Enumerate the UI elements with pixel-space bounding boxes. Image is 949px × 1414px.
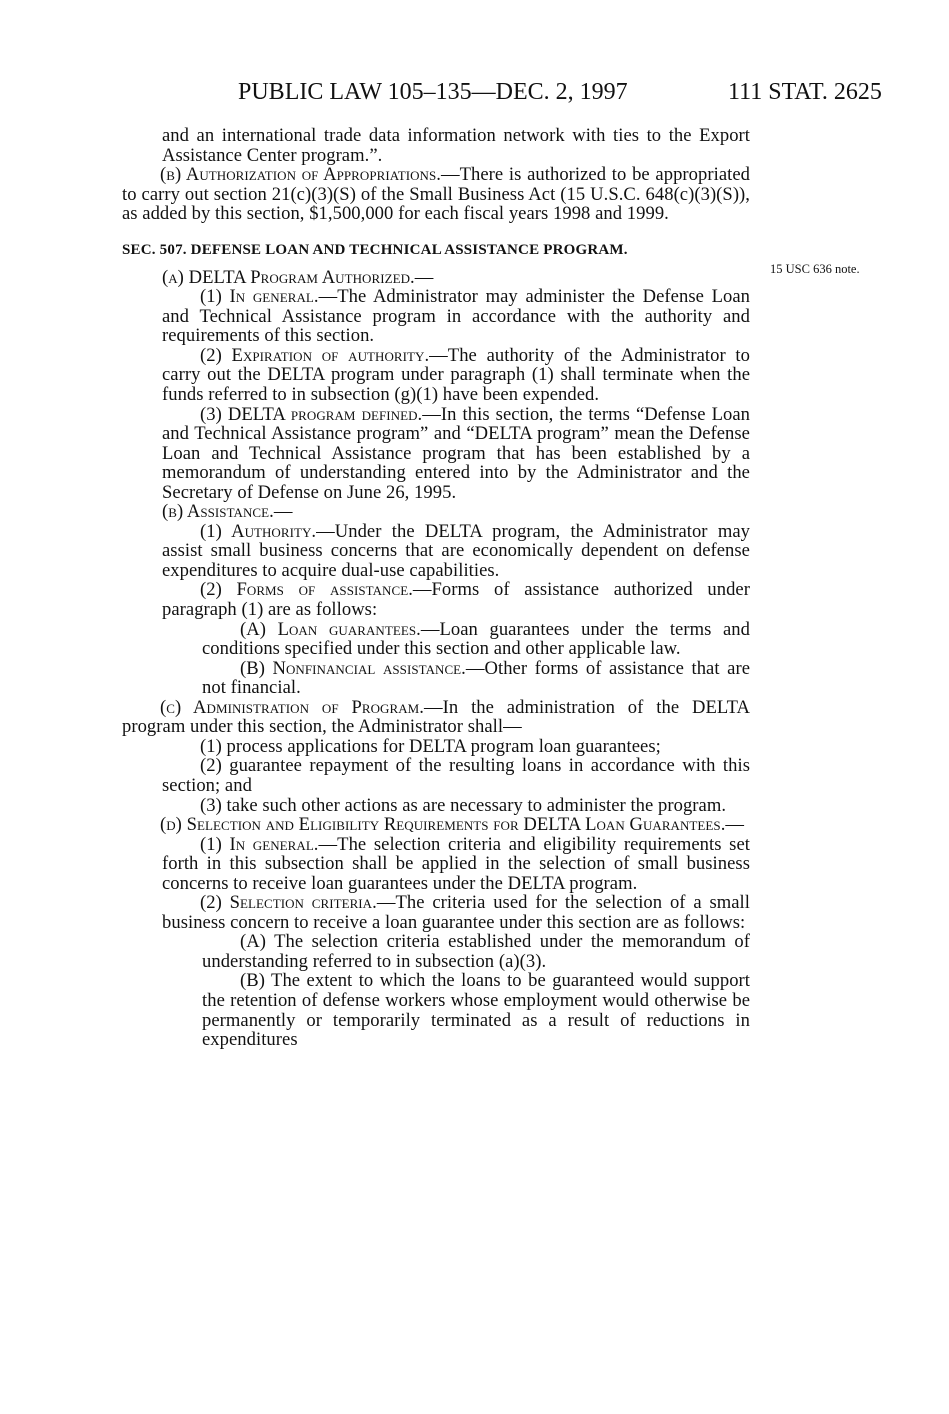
running-header-title: PUBLIC LAW 105–135—DEC. 2, 1997 [238,79,628,105]
paragraph [122,346,750,405]
paragraph: (B) The extent to which the loans to be guaranteed would support the retention of defense workers whose employment would otherwise be permanently or temporarily terminated as a result of reductions in expenditures [202,970,750,1051]
paragraph [122,815,750,835]
paragraph [122,522,750,581]
section-heading: SEC. 507. DEFENSE LOAN AND TECHNICAL ASSISTANCE PROGRAM. [122,241,628,258]
margin-note: 15 USC 636 note. [770,262,860,276]
paragraph [122,659,750,698]
subparagraph-heading: (B) Nonfinancial assistance. [240,657,466,679]
paragraph [122,580,750,619]
paragraph-text: —In this section, the terms “Defense Loan and Technical Assistance program” and “DELTA program” mean the Defense Loan and Technical Assistance program that has been established by a memorandum of understanding entered into by the Administrator and the Secretary of Defense on June 26, 1995. [162,403,750,503]
paragraph [122,165,750,224]
subparagraph-heading: (A) Loan guarantees. [240,618,421,640]
paragraph-text: —The selection criteria and eligibility requirements set forth in this subsection shall be applied in the selection of small business concerns to receive loan guarantees under the DELTA program. [162,833,750,894]
subsection-heading: (c) Administration of Program. [160,696,424,718]
paragraph [122,405,750,503]
paragraph [122,268,750,288]
paragraph-heading: (2) Selection criteria. [200,892,377,914]
paragraph-heading: (3) DELTA program defined. [200,403,423,425]
paragraph-text: — [725,814,745,836]
paragraph-heading: (1) In general. [200,286,319,308]
paragraph [122,502,750,522]
subsection-heading: (a) DELTA Program Authorized. [162,266,415,288]
paragraph-text: —Other forms of assistance that are not financial. [202,657,750,699]
page-number: 111 STAT. 2625 [728,79,882,105]
paragraph-text: —The Administrator may administer the Defense Loan and Technical Assistance program in accordance with the authority and requirements of this section. [162,286,751,347]
paragraph [122,287,750,346]
subsection-heading: (d) Selection and Eligibility Requirements for DELTA Loan Guarantees. [160,814,726,836]
paragraph: (2) guarantee repayment of the resulting loans in accordance with this section; and [162,755,750,796]
paragraph-text: —Forms of assistance authorized under paragraph (1) are as follows: [162,579,750,621]
paragraph [122,835,750,894]
document-body [122,126,750,1050]
paragraph [122,620,750,659]
paragraph-text: —Loan guarantees under the terms and conditions specified under this section and other applicable law. [202,618,750,660]
paragraph: (1) process applications for DELTA program loan guarantees; [200,735,661,757]
paragraph-text: — [414,266,434,288]
paragraph: (3) take such other actions as are necessary to administer the program. [200,794,727,816]
paragraph: and an international trade data information network with ties to the Export Assistance Center program.”. [162,125,750,166]
paragraph-text: —The criteria used for the selection of a small business concern to receive a loan guarantee under this section are as follows: [162,892,750,933]
paragraph-heading: (2) Expiration of authority. [200,344,430,366]
paragraph-text: —Under the DELTA program, the Administrator may assist small business concerns that are economically dependent on defense expenditures to acquire dual-use capabilities. [162,520,750,581]
paragraph-heading: (2) Forms of assistance. [200,579,413,601]
paragraph-text: —The authority of the Administrator to carry out the DELTA program under paragraph (1) shall terminate when the funds referred to in subsection (g)(1) have been expended. [162,344,750,406]
paragraph-text: —There is authorized to be appropriated to carry out section 21(c)(3)(S) of the Small Business Act (15 U.S.C. 648(c)(3)(S)), as added by this section, $1,500,000 for each fiscal years 1998 and 1999. [122,164,750,225]
subsection-heading: (b) Assistance. [162,501,274,523]
paragraph [122,698,750,737]
paragraph [122,893,750,932]
paragraph-text: —In the administration of the DELTA program under this section, the Administrator shall— [122,696,751,738]
paragraph-heading: (1) In general. [200,833,319,855]
paragraph-heading: (1) Authority. [200,520,317,542]
paragraph-text: — [273,501,293,523]
subsection-heading: (b) Authorization of Appropriations. [160,164,441,186]
paragraph: (A) The selection criteria established under the memorandum of understanding referred to in subsection (a)(3). [202,931,750,972]
